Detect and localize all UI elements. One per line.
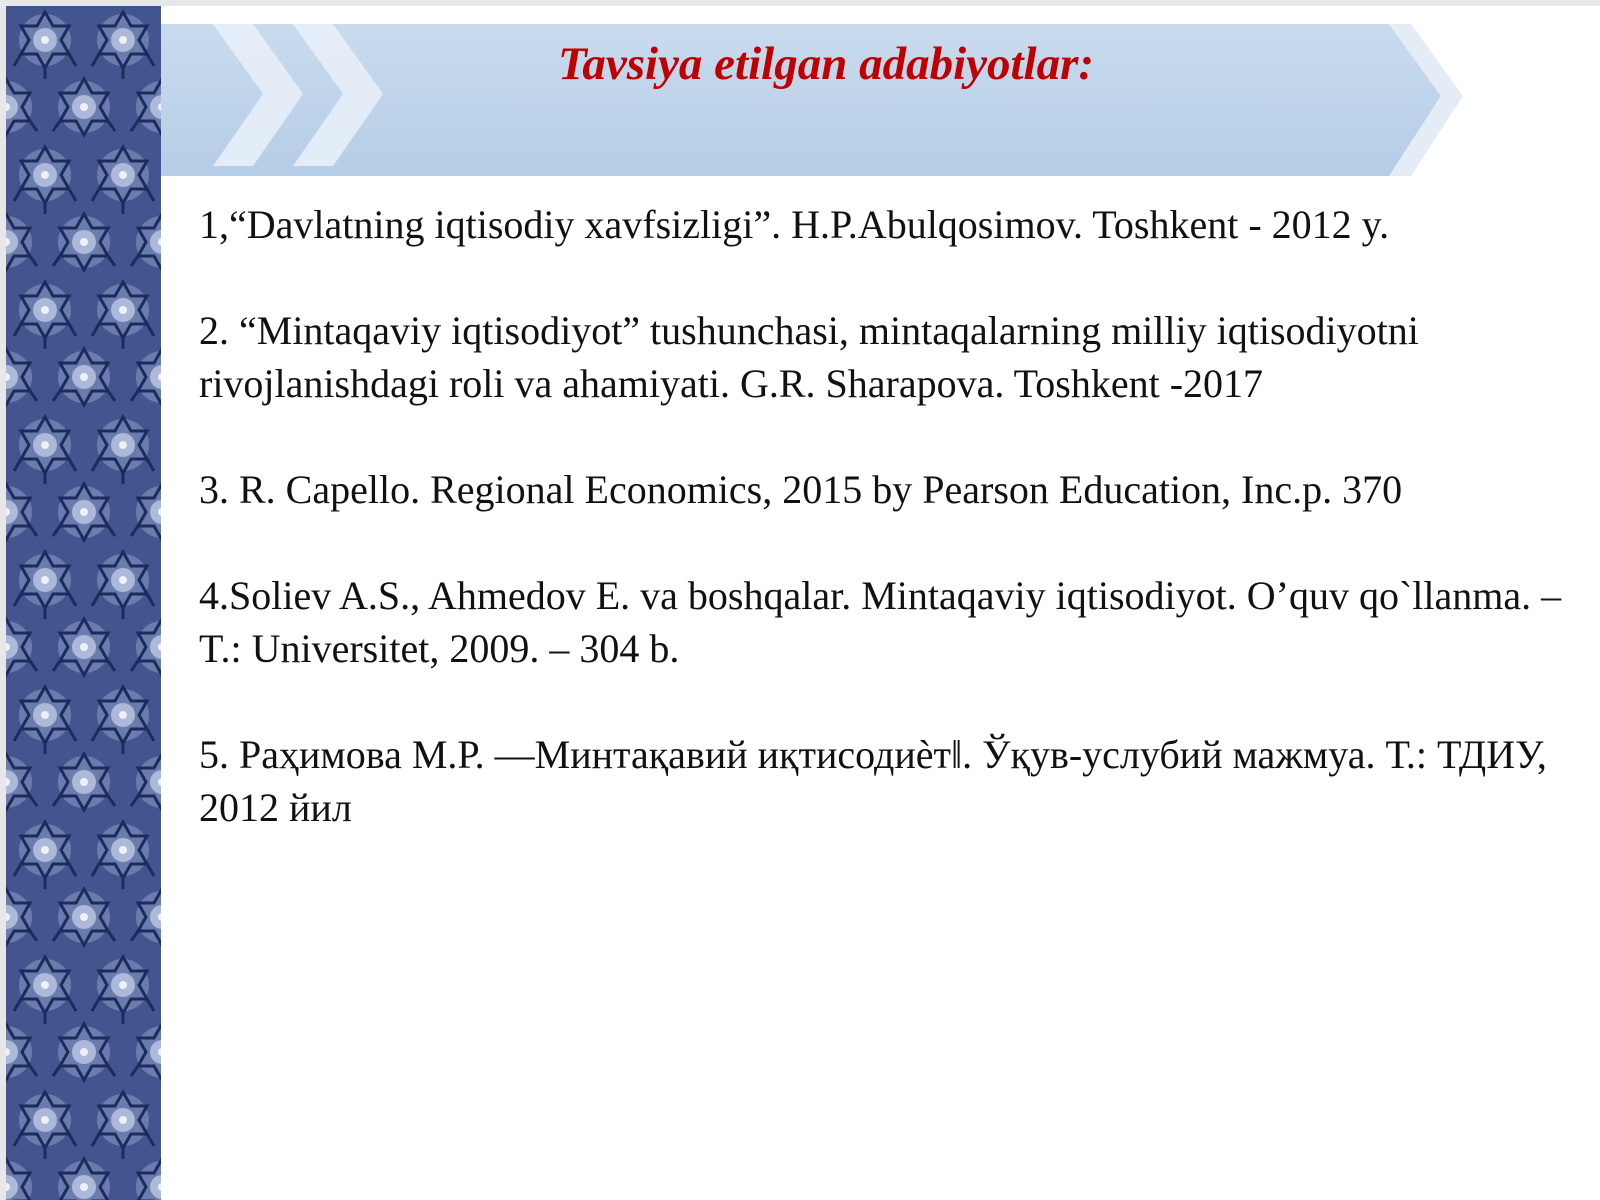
- page-title: Tavsiya etilgan adabiyotlar:: [557, 38, 1095, 90]
- ornament-border: [6, 6, 161, 1200]
- reference-item-4: 4.Soliev A.S., Ahmedov E. va boshqalar. Mintaqaviy iqtisodiyot. O’quv qo`llanma. – T.: Universitet, 2009. – 304 b.: [199, 573, 1562, 671]
- reference-item-5: 5. Раҳимова М.Р. ―Минтақавий иқтисодиѐт‖. Ўқув-услубий мажмуа. Т.: ТДИУ, 2012 йил: [199, 732, 1547, 830]
- reference-item-3: 3. R. Capello. Regional Economics, 2015 by Pearson Education, Inc.p. 370: [199, 467, 1403, 512]
- reference-item-2: 2. “Mintaqaviy iqtisodiyot” tushunchasi, mintaqalarning milliy iqtisodiyotni rivojlanishdagi roli va ahamiyati. G.R. Sharapova. Toshkent -2017: [199, 308, 1419, 406]
- reference-list: [199, 198, 1569, 887]
- reference-item-1: 1,“Davlatning iqtisodiy xavfsizligi”. H.P.Abulqosimov. Toshkent - 2012 y.: [199, 202, 1390, 247]
- geometric-pattern-icon: [6, 6, 161, 1200]
